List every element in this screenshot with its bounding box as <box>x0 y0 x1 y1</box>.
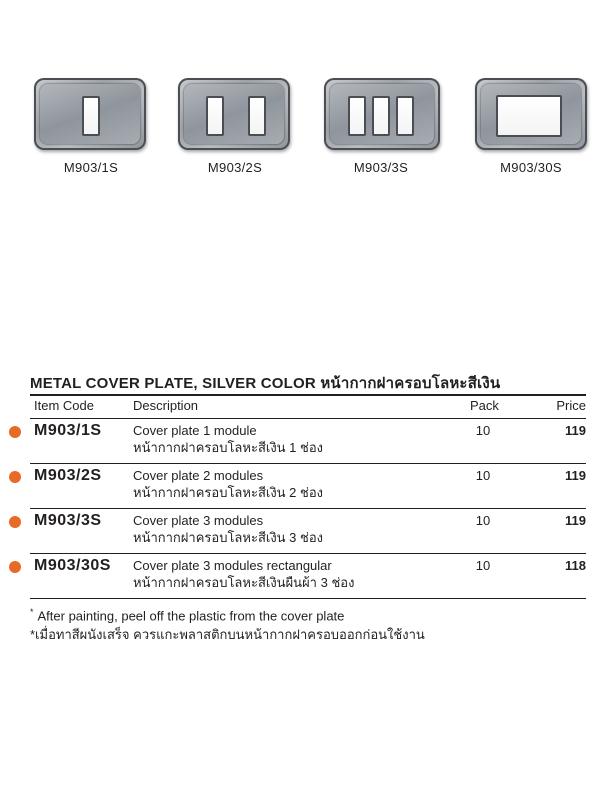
cover-plate-rectangular-image <box>475 78 587 150</box>
module-slot <box>248 96 266 136</box>
section-title <box>30 371 500 395</box>
item-price: 119 <box>565 423 586 438</box>
header-price: Price <box>556 398 586 413</box>
description-en: Cover plate 2 modules <box>133 468 264 483</box>
item-pack: 10 <box>475 558 491 573</box>
bullet-icon <box>9 426 21 438</box>
description-en: Cover plate 3 modules rectangular <box>133 558 332 573</box>
item-pack: 10 <box>475 513 491 528</box>
product-label: M903/3S <box>353 160 409 175</box>
note-marker: * <box>30 607 34 617</box>
section-title-en: METAL COVER PLATE, SILVER COLOR <box>30 375 316 392</box>
table-row <box>0 420 600 464</box>
bullet-icon <box>9 516 21 528</box>
item-code: M903/2S <box>34 467 102 484</box>
row-divider <box>30 463 586 464</box>
module-slot <box>206 96 224 136</box>
description-th: หน้ากากฝาครอบโลหะสีเงินผืนผ้า 3 ช่อง <box>133 575 355 590</box>
description-th: หน้ากากฝาครอบโลหะสีเงิน 1 ช่อง <box>133 440 323 455</box>
description-th: หน้ากากฝาครอบโลหะสีเงิน 2 ช่อง <box>133 485 323 500</box>
header-divider <box>30 418 586 419</box>
item-description <box>133 422 323 456</box>
section-title-th: หน้ากากฝาครอบโลหะสีเงิน <box>320 375 501 392</box>
module-slot <box>396 96 414 136</box>
notes <box>30 603 425 644</box>
table-header <box>0 397 600 417</box>
table-row <box>0 555 600 599</box>
product-gallery <box>0 0 600 200</box>
item-price: 118 <box>565 558 586 573</box>
description-th: หน้ากากฝาครอบโลหะสีเงิน 3 ช่อง <box>133 530 323 545</box>
row-divider <box>30 598 586 599</box>
product-m903-1s <box>34 78 146 175</box>
module-slot <box>372 96 390 136</box>
product-label: M903/2S <box>207 160 263 175</box>
cover-plate-2-modules-image <box>178 78 290 150</box>
description-en: Cover plate 1 module <box>133 423 257 438</box>
item-price: 119 <box>565 513 586 528</box>
table-row <box>0 510 600 554</box>
note-th: *เมื่อทาสีผนังเสร็จ ควรแกะพลาสติกบนหน้ากากฝาครอบออกก่อนใช้งาน <box>30 627 425 643</box>
rectangular-slot <box>496 95 562 137</box>
header-item-code: Item Code <box>34 398 94 413</box>
product-m903-3s <box>324 78 440 175</box>
item-pack: 10 <box>475 423 491 438</box>
item-description <box>133 557 354 591</box>
item-code: M903/1S <box>34 422 102 439</box>
cover-plate-3-modules-image <box>324 78 440 150</box>
product-label: M903/1S <box>63 160 119 175</box>
bullet-icon <box>9 471 21 483</box>
item-description <box>133 467 323 501</box>
item-code: M903/3S <box>34 512 102 529</box>
product-label: M903/30S <box>500 160 562 175</box>
module-slot <box>348 96 366 136</box>
product-m903-2s <box>178 78 290 175</box>
section-divider <box>30 394 586 396</box>
product-m903-30s <box>475 78 587 175</box>
header-description: Description <box>133 398 199 413</box>
item-price: 119 <box>565 468 586 483</box>
row-divider <box>30 508 586 509</box>
bullet-icon <box>9 561 21 573</box>
row-divider <box>30 553 586 554</box>
note-en: After painting, peel off the plastic from the cover plate <box>37 608 345 624</box>
table-row <box>0 465 600 509</box>
item-code: M903/30S <box>34 557 111 574</box>
module-slot <box>82 96 100 136</box>
cover-plate-1-module-image <box>34 78 146 150</box>
item-pack: 10 <box>475 468 491 483</box>
header-pack: Pack <box>470 398 499 413</box>
description-en: Cover plate 3 modules <box>133 513 264 528</box>
note-en-line <box>30 603 425 625</box>
item-description <box>133 512 323 546</box>
